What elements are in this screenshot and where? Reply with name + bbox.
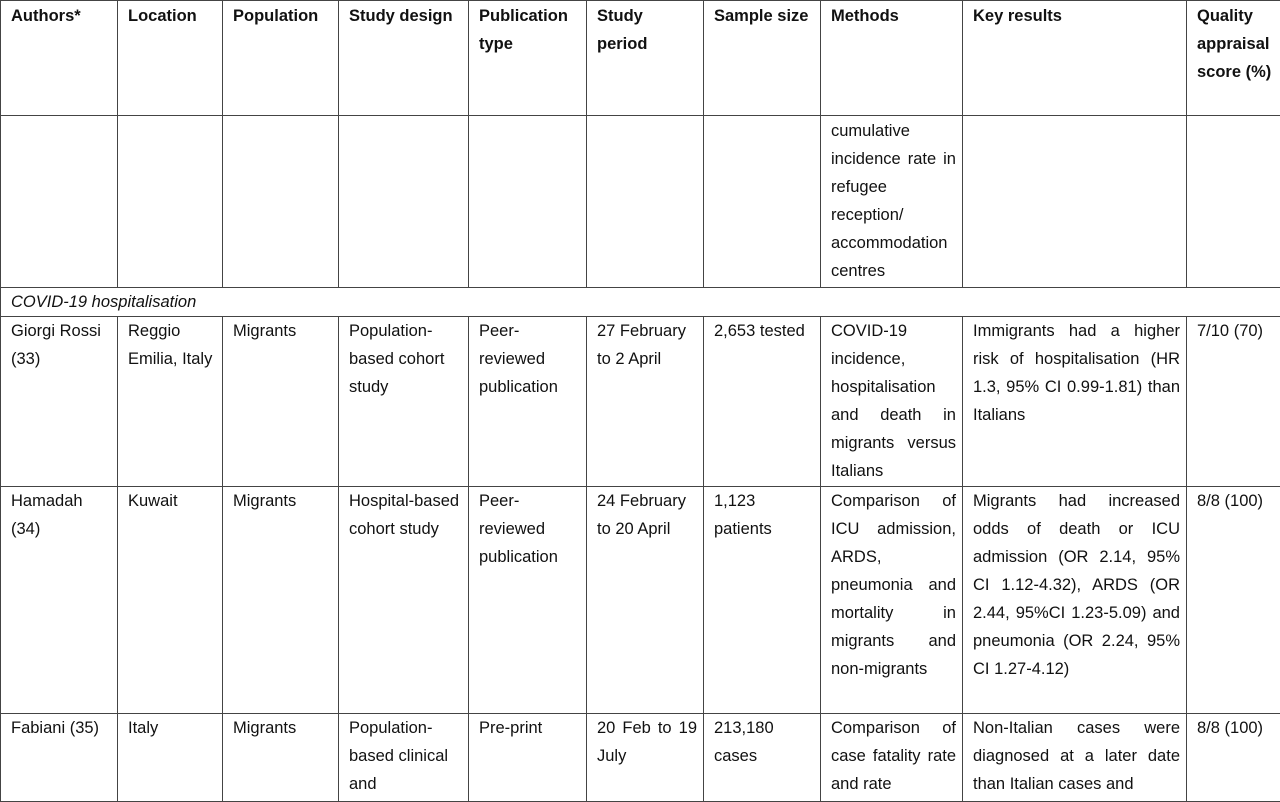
cell-empty — [704, 116, 821, 288]
cell-empty — [469, 116, 587, 288]
cell-publication-type: Peer-reviewed publication — [469, 487, 587, 714]
cell-key-results: Immigrants had a higher risk of hospitalisation (HR 1.3, 95% CI 0.99-1.81) than Italians — [963, 317, 1187, 487]
cell-empty — [1, 116, 118, 288]
cell-empty — [339, 116, 469, 288]
header-study-design: Study design — [339, 1, 469, 116]
cell-study-period: 20 Feb to 19 July — [587, 714, 704, 802]
header-methods: Methods — [821, 1, 963, 116]
cell-quality: 8/8 (100) — [1187, 487, 1280, 714]
cell-empty — [1187, 116, 1280, 288]
section-heading: COVID-19 hospitalisation — [1, 288, 1280, 317]
header-authors: Authors* — [1, 1, 118, 116]
cell-authors: Giorgi Rossi (33) — [1, 317, 118, 487]
header-study-period: Study period — [587, 1, 704, 116]
header-row — [1, 1, 1280, 116]
cell-location: Reggio Emilia, Italy — [118, 317, 223, 487]
cell-population: Migrants — [223, 317, 339, 487]
cell-study-period: 24 February to 20 April — [587, 487, 704, 714]
cell-study-design: Population-based cohort study — [339, 317, 469, 487]
cell-authors: Fabiani (35) — [1, 714, 118, 802]
table-row — [1, 487, 1280, 714]
cell-study-design: Population-based clinical and — [339, 714, 469, 802]
header-quality: Quality appraisal score (%) — [1187, 1, 1280, 116]
cell-methods: cumulative incidence rate in refugee reception/ accommodation centres — [821, 116, 963, 288]
cell-quality: 7/10 (70) — [1187, 317, 1280, 487]
cell-publication-type: Peer-reviewed publication — [469, 317, 587, 487]
header-population: Population — [223, 1, 339, 116]
table-row — [1, 714, 1280, 802]
cell-population: Migrants — [223, 714, 339, 802]
cell-methods: Comparison of case fatality rate and rate — [821, 714, 963, 802]
cell-location: Kuwait — [118, 487, 223, 714]
header-sample-size: Sample size — [704, 1, 821, 116]
cell-publication-type: Pre-print — [469, 714, 587, 802]
header-publication-type: Publication type — [469, 1, 587, 116]
cell-empty — [587, 116, 704, 288]
cell-quality: 8/8 (100) — [1187, 714, 1280, 802]
cell-sample-size: 213,180 cases — [704, 714, 821, 802]
cell-study-design: Hospital-based cohort study — [339, 487, 469, 714]
cell-empty — [118, 116, 223, 288]
cell-location: Italy — [118, 714, 223, 802]
cell-sample-size: 1,123 patients — [704, 487, 821, 714]
cell-key-results: Migrants had increased odds of death or ICU admission (OR 2.14, 95% CI 1.12-4.32), ARDS (OR 2.44, 95%CI 1.23-5.09) and pneumonia (OR 2.24, 95% CI 1.27-4.12) — [963, 487, 1187, 714]
cell-study-period: 27 February to 2 April — [587, 317, 704, 487]
header-key-results: Key results — [963, 1, 1187, 116]
header-location: Location — [118, 1, 223, 116]
continuation-row — [1, 116, 1280, 288]
section-heading-row — [1, 288, 1280, 317]
cell-sample-size: 2,653 tested — [704, 317, 821, 487]
cell-empty — [963, 116, 1187, 288]
cell-methods: COVID-19 incidence, hospitalisation and death in migrants versus Italians — [821, 317, 963, 487]
cell-empty — [223, 116, 339, 288]
cell-authors: Hamadah (34) — [1, 487, 118, 714]
cell-population: Migrants — [223, 487, 339, 714]
table-row — [1, 317, 1280, 487]
cell-methods: Comparison of ICU admission, ARDS, pneumonia and mortality in migrants and non-migrants — [821, 487, 963, 714]
cell-key-results: Non-Italian cases were diagnosed at a later date than Italian cases and — [963, 714, 1187, 802]
